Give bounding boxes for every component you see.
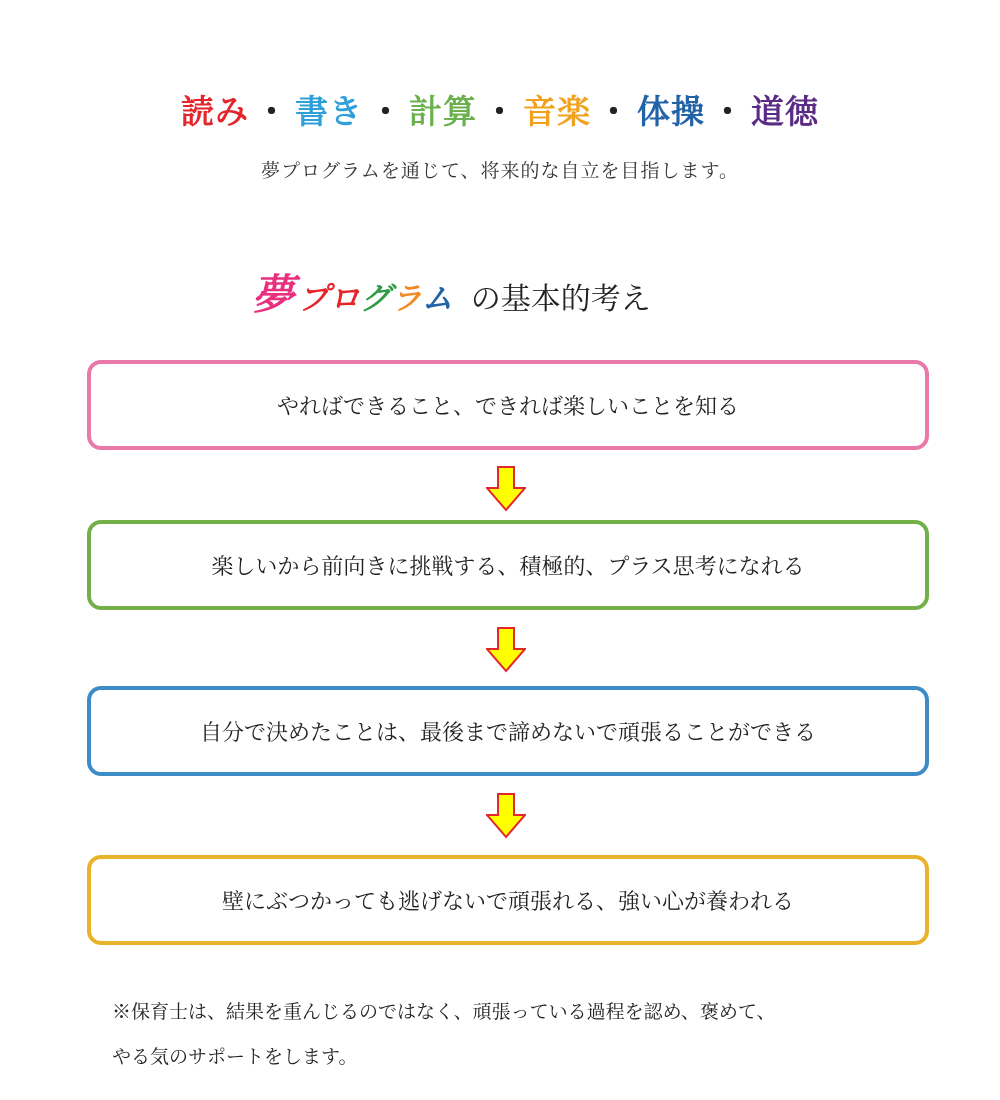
- subject-morals: 道徳: [751, 92, 819, 131]
- heading-program-char: ロ: [329, 281, 361, 317]
- footnote-line-1: ※保育士は、結果を重んじるのではなく、頑張っている過程を認め、褒めて、: [112, 1001, 776, 1023]
- heading-program-char: プ: [298, 281, 330, 317]
- subject-separator: ・: [597, 92, 631, 131]
- step-box-4: [87, 855, 929, 945]
- heading-program-char: ム: [421, 281, 453, 317]
- heading-program-char: グ: [360, 281, 392, 317]
- step-box-1: [87, 360, 929, 450]
- step-text: 楽しいから前向きに挑戦する、積極的、プラス思考になれる: [211, 554, 805, 580]
- subject-writing: 書き: [295, 92, 363, 131]
- step-text: 壁にぶつかっても逃げないで頑張れる、強い心が養われる: [221, 889, 794, 915]
- heading-yume: 夢: [252, 270, 295, 319]
- step-text: やればできること、できれば楽しいことを知る: [276, 394, 739, 420]
- step-text: 自分で決めたことは、最後まで諦めないで頑張ることができる: [199, 720, 816, 746]
- footnote: [112, 990, 775, 1080]
- subjects-headline: [0, 86, 1000, 133]
- subject-separator: ・: [711, 92, 745, 131]
- heading-program-char: ラ: [391, 281, 422, 317]
- arrow-down-icon: [486, 793, 526, 839]
- subject-music: 音楽: [523, 92, 591, 131]
- subject-separator: ・: [255, 92, 289, 131]
- subject-separator: ・: [369, 92, 403, 131]
- step-box-2: [87, 520, 929, 610]
- subject-arithmetic: 計算: [409, 92, 477, 131]
- subject-separator: ・: [483, 92, 517, 131]
- section-heading: [252, 262, 651, 322]
- step-box-3: [87, 686, 929, 776]
- subject-gymnastics: 体操: [637, 92, 705, 131]
- heading-rest: の基本的考え: [470, 282, 651, 317]
- arrow-down-icon: [486, 627, 526, 673]
- heading-program: [298, 281, 453, 317]
- subject-reading: 読み: [181, 92, 249, 131]
- footnote-line-2: やる気のサポートをします。: [112, 1046, 358, 1068]
- arrow-down-icon: [486, 466, 526, 512]
- tagline: 夢プログラムを通じて、将来的な自立を目指します。: [261, 160, 739, 182]
